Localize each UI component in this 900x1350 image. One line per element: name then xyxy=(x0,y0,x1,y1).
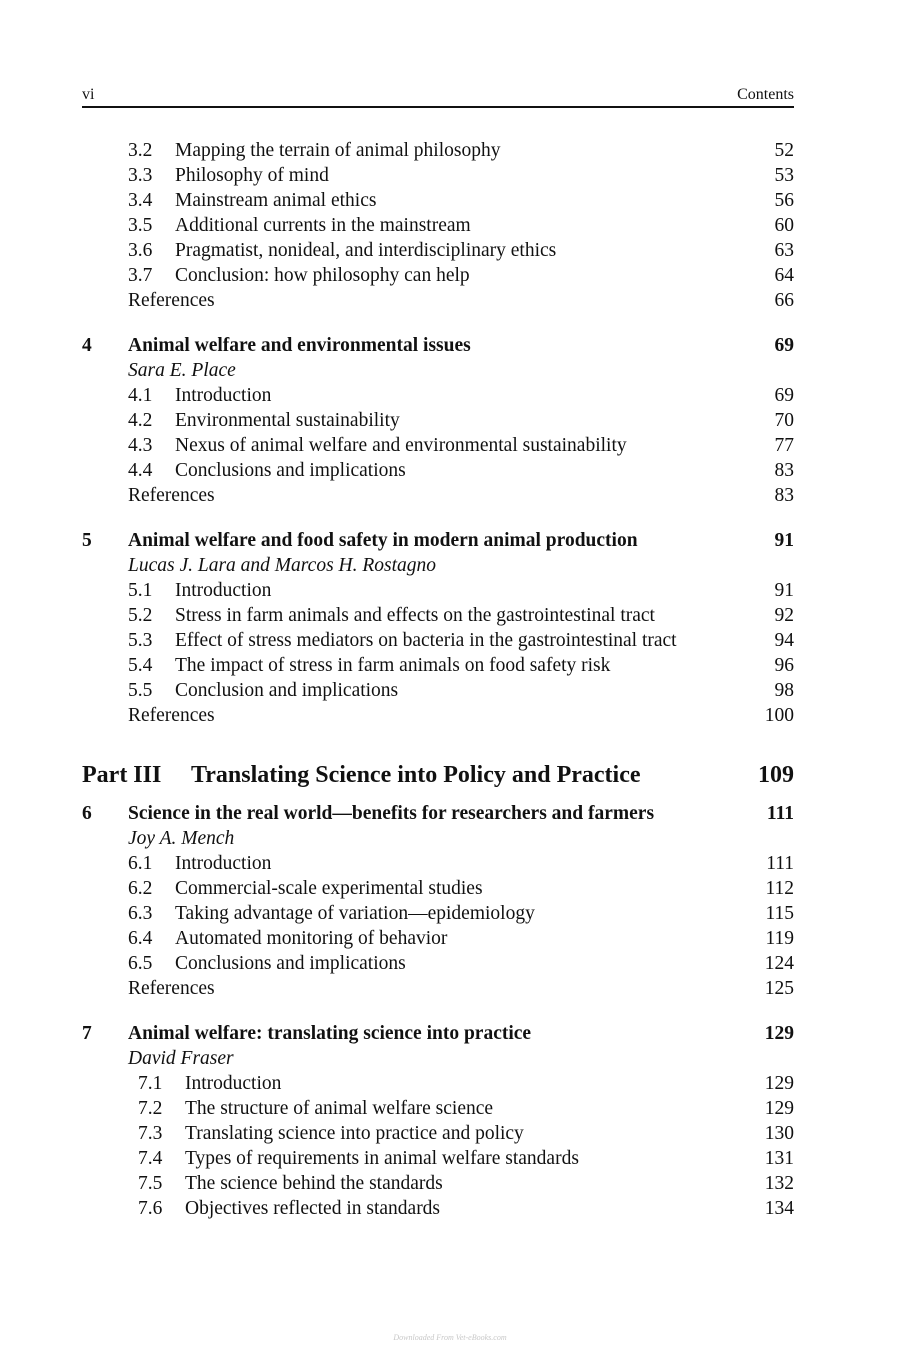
toc-section-entry[interactable]: 6.2 Commercial-scale experimental studies 112 xyxy=(128,878,794,899)
toc-section-entry[interactable]: 3.4 Mainstream animal ethics 56 xyxy=(128,190,794,211)
toc-section-entry[interactable]: 6.5 Conclusions and implications 124 xyxy=(128,953,794,974)
toc-section-entry[interactable]: 3.5 Additional currents in the mainstream 60 xyxy=(128,215,794,236)
toc-section-entry[interactable]: 7.4 Types of requirements in animal welfare standards 131 xyxy=(138,1148,794,1169)
toc-section-entry[interactable]: 7.1 Introduction 129 xyxy=(138,1073,794,1094)
toc-section-entry[interactable]: 7.2 The structure of animal welfare science 129 xyxy=(138,1098,794,1119)
toc-section-entry[interactable]: 5.4 The impact of stress in farm animals on food safety risk 96 xyxy=(128,655,794,676)
toc-section-entry[interactable]: 7.3 Translating science into practice and policy 130 xyxy=(138,1123,794,1144)
toc-references-entry[interactable]: References 100 xyxy=(128,705,794,726)
toc-section-entry[interactable]: 6.4 Automated monitoring of behavior 119 xyxy=(128,928,794,949)
toc-section-entry[interactable]: 4.2 Environmental sustainability 70 xyxy=(128,410,794,431)
page-number: vi xyxy=(82,86,95,103)
toc-chapter-entry[interactable]: 7 Animal welfare: translating science into practice 129 xyxy=(82,1023,794,1044)
part-page: 109 xyxy=(758,762,794,788)
toc-section-entry[interactable]: 7.6 Objectives reflected in standards 134 xyxy=(138,1198,794,1219)
toc-section-entry[interactable]: 4.3 Nexus of animal welfare and environmental sustainability 77 xyxy=(128,435,794,456)
toc-section-entry[interactable]: 6.3 Taking advantage of variation—epidemiology 115 xyxy=(128,903,794,924)
toc-section-entry[interactable]: 5.5 Conclusion and implications 98 xyxy=(128,680,794,701)
toc-section-entry[interactable]: 3.7 Conclusion: how philosophy can help 64 xyxy=(128,265,794,286)
toc-references-entry[interactable]: References 83 xyxy=(128,485,794,506)
part-label: Part III xyxy=(82,762,162,788)
toc-section-entry[interactable]: 3.3 Philosophy of mind 53 xyxy=(128,165,794,186)
part-title: Translating Science into Policy and Practice xyxy=(191,762,641,788)
toc-chapter-entry[interactable]: 4 Animal welfare and environmental issues 69 xyxy=(82,335,794,356)
running-title: Contents xyxy=(737,86,794,103)
toc-chapter-author: Sara E. Place xyxy=(128,360,236,381)
toc-chapter-entry[interactable]: 5 Animal welfare and food safety in modern animal production 91 xyxy=(82,530,794,551)
toc-chapter-author: David Fraser xyxy=(128,1048,234,1069)
toc-section-entry[interactable]: 3.6 Pragmatist, nonideal, and interdisciplinary ethics 63 xyxy=(128,240,794,261)
toc-section-entry[interactable]: 3.2 Mapping the terrain of animal philosophy 52 xyxy=(128,140,794,161)
table-of-contents xyxy=(82,138,794,1221)
download-watermark: Downloaded From Vet-eBooks.com xyxy=(393,1333,507,1342)
toc-part-entry[interactable] xyxy=(82,755,794,795)
running-header xyxy=(82,84,794,108)
toc-section-entry[interactable]: 5.3 Effect of stress mediators on bacteria in the gastrointestinal tract 94 xyxy=(128,630,794,651)
toc-section-entry[interactable]: 5.1 Introduction 91 xyxy=(128,580,794,601)
toc-section-entry[interactable]: 6.1 Introduction 111 xyxy=(128,853,794,874)
toc-references-entry[interactable]: References 125 xyxy=(128,978,794,999)
toc-references-entry[interactable]: References 66 xyxy=(128,290,794,311)
toc-section-entry[interactable]: 5.2 Stress in farm animals and effects on the gastrointestinal tract 92 xyxy=(128,605,794,626)
toc-section-entry[interactable]: 4.1 Introduction 69 xyxy=(128,385,794,406)
toc-section-entry[interactable]: 4.4 Conclusions and implications 83 xyxy=(128,460,794,481)
toc-section-entry[interactable]: 7.5 The science behind the standards 132 xyxy=(138,1173,794,1194)
toc-chapter-author: Lucas J. Lara and Marcos H. Rostagno xyxy=(128,555,437,576)
toc-chapter-entry[interactable]: 6 Science in the real world—benefits for researchers and farmers 111 xyxy=(82,803,794,824)
toc-chapter-author: Joy A. Mench xyxy=(128,828,235,849)
